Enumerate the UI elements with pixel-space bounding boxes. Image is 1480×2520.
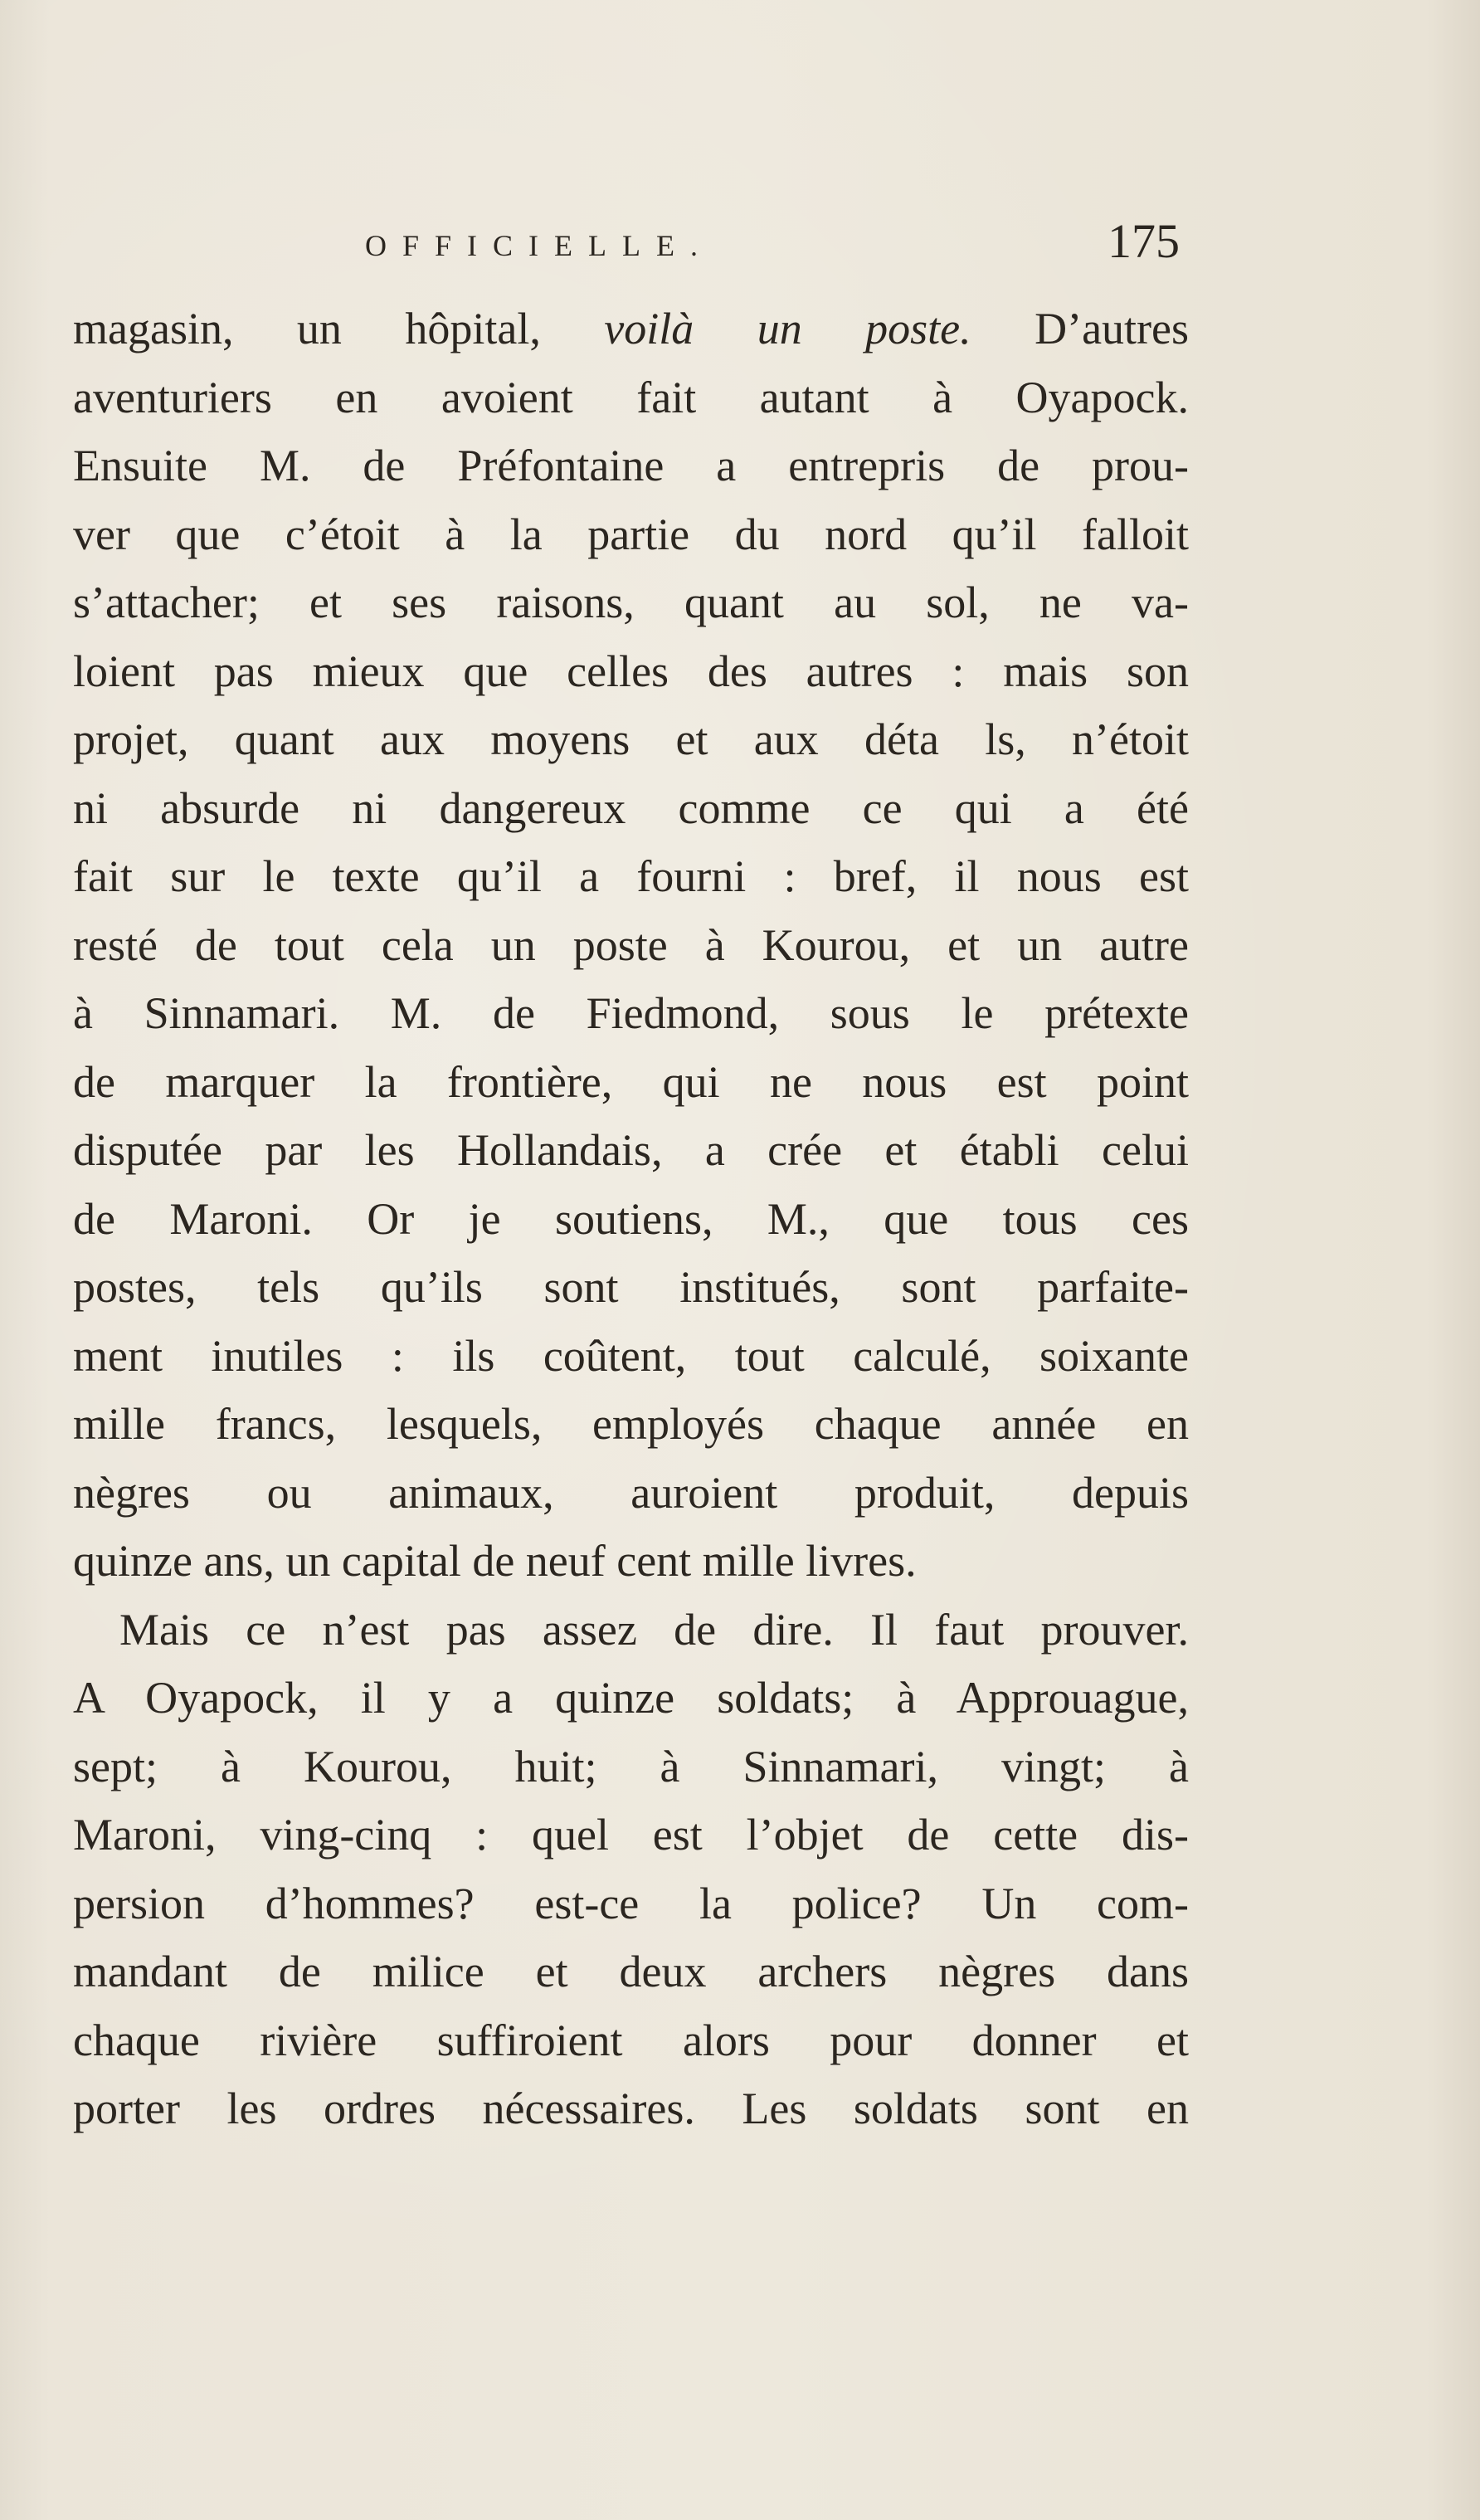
text-line: porter les ordres nécessaires. Les soldats sont en: [73, 2084, 1189, 2133]
text-line: ment inutiles : ils coûtent, tout calculé, soixante: [73, 1330, 1189, 1381]
text-line: ver que c’étoit à la partie du nord qu’il falloit: [73, 509, 1189, 559]
text-line: Maroni, ving-cinq : quel est l’objet de cette dis-: [73, 1810, 1189, 1860]
text-line: Ensuite M. de Préfontaine a entrepris de prou-: [73, 441, 1189, 490]
text-line: fait sur le texte qu’il a fourni : bref, il nous est: [73, 851, 1189, 901]
text-line: projet, quant aux moyens et aux déta ls, n’étoit: [73, 714, 1189, 764]
text-line: nègres ou animaux, auroient produit, depuis: [73, 1467, 1189, 1518]
text-run: magasin, un hôpital,: [73, 304, 605, 353]
text-line: resté de tout cela un poste à Kourou, et un autre: [73, 919, 1189, 970]
text-line: s’attacher; et ses raisons, quant au sol, ne va-: [73, 578, 1189, 627]
text-line: mille francs, lesquels, employés chaque année en: [73, 1399, 1189, 1449]
text-line: quinze ans, un capital de neuf cent mille livres.: [73, 1536, 917, 1586]
italic-phrase: voilà un poste.: [604, 304, 971, 353]
text-line: aventuriers en avoient fait autant à Oyapock.: [73, 372, 1189, 422]
page-number: 175: [1108, 214, 1180, 268]
text-line: loient pas mieux que celles des autres : mais son: [73, 646, 1189, 696]
text-line: sept; à Kourou, huit; à Sinnamari, vingt; à: [73, 1741, 1189, 1791]
text-line: ni absurde ni dangereux comme ce qui a été: [73, 782, 1189, 833]
text-run: D’autres: [971, 304, 1190, 353]
page-header: [0, 212, 1480, 278]
text-line: persion d’hommes? est-ce la police? Un com-: [73, 1878, 1189, 1928]
text-line: A Oyapock, il y a quinze soldats; à Approuague,: [73, 1673, 1189, 1723]
text-line: à Sinnamari. M. de Fiedmond, sous le prétexte: [73, 988, 1189, 1038]
text-line: postes, tels qu’ils sont institués, sont parfaite-: [73, 1262, 1189, 1312]
text-line: Mais ce n’est pas assez de dire. Il faut prouver.: [119, 1604, 1189, 1655]
text-line: chaque rivière suffiroient alors pour donner et: [73, 2015, 1189, 2065]
text-line: mandant de milice et deux archers nègres dans: [73, 1947, 1189, 1996]
text-line: [73, 295, 1189, 363]
body-text: [73, 295, 1189, 2143]
running-title: OFFICIELLE.: [365, 229, 713, 262]
text-line: disputée par les Hollandais, a crée et établi celui: [73, 1125, 1189, 1175]
text-line: de marquer la frontière, qui ne nous est point: [73, 1056, 1189, 1107]
text-line: de Maroni. Or je soutiens, M., que tous ces: [73, 1193, 1189, 1244]
